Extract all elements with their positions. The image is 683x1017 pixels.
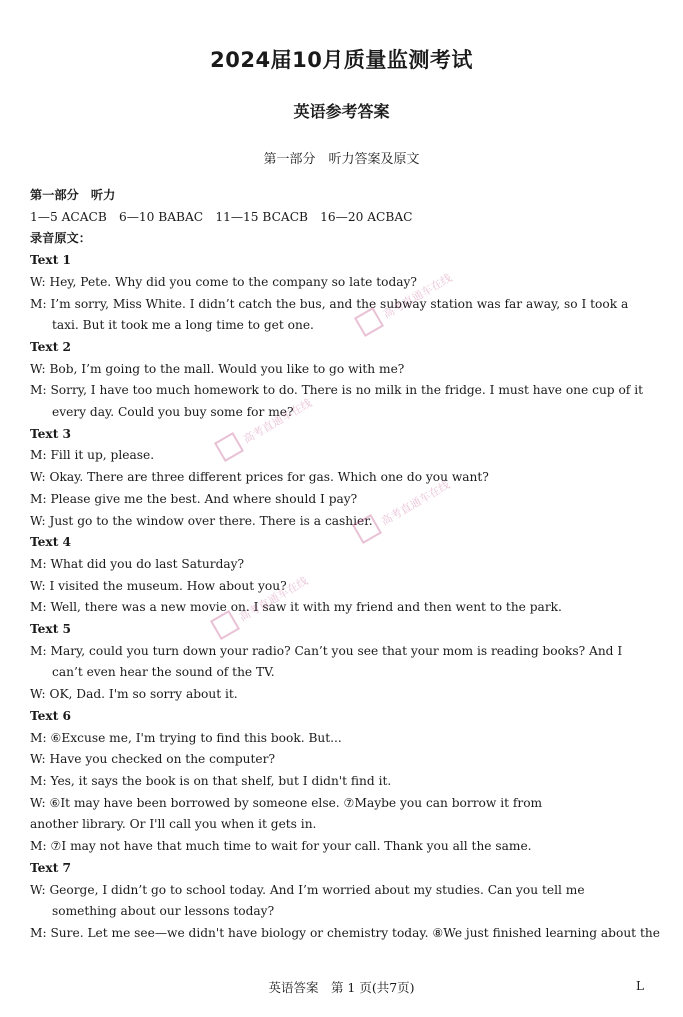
page-footer: 英语答案 第 1 页(共7页)	[268, 980, 415, 995]
dialogue-line: M: Sure. Let me see—we didn't have biology or chemistry today. ⑧We just finished learning about the	[30, 925, 660, 940]
watermark-text: 高考直通车在线	[381, 271, 455, 322]
dialogue-line: M: What did you do last Saturday?	[30, 556, 245, 571]
watermark-logo	[358, 271, 478, 335]
dialogue-line: M: Mary, could you turn down your radio? Can’t you see that your mom is reading books? And I can’t even hear the sound of the TV.	[30, 643, 623, 680]
text-label: Text 1	[30, 253, 72, 268]
dialogue-line: M: ⑥Excuse me, I'm trying to find this book. But...	[30, 730, 342, 745]
dialogue-line: W: Hey, Pete. Why did you come to the company so late today?	[30, 274, 417, 289]
transcript-label: 录音原文：	[30, 231, 91, 246]
dialogue-line: W: OK, Dad. I'm so sorry about it.	[30, 687, 238, 702]
page-title: 2024届10月质量监测考试	[210, 48, 473, 72]
dialogue-line: M: Well, there was a new movie on. I saw it with my friend and then went to the park.	[30, 600, 562, 615]
text-label: Text 5	[30, 622, 72, 637]
watermark-icon	[354, 307, 384, 337]
dialogue-line: W: Bob, I’m going to the mall. Would you like to go with me?	[30, 361, 405, 376]
page-subtitle: 英语参考答案	[293, 102, 390, 121]
dialogue-line: M: Sorry, I have too much homework to do. There is no milk in the fridge. I must have one cup of it every day. Could you buy some for me?	[30, 383, 643, 420]
watermark-logo	[356, 478, 476, 542]
watermark-text: 高考直通车在线	[379, 478, 453, 529]
watermark-logo	[218, 396, 338, 460]
text-label: Text 7	[30, 860, 72, 875]
document-body	[30, 185, 660, 945]
dialogue-line: W: ⑥It may have been borrowed by someone else. ⑦Maybe you can borrow it from	[30, 795, 543, 810]
dialogue-line: M: I’m sorry, Miss White. I didn’t catch the bus, and the subway station was far away, so I took a taxi. But it took me a long time to get one.	[30, 296, 629, 333]
dialogue-line: W: Have you checked on the computer?	[30, 752, 275, 767]
dialogue-line: another library. Or I'll call you when it gets in.	[30, 817, 317, 832]
watermark-icon	[352, 514, 382, 544]
part-heading: 第一部分 听力	[30, 188, 116, 202]
dialogue-line: W: George, I didn’t go to school today. And I’m worried about my studies. Can you tell me something about our lessons today?	[30, 882, 585, 919]
dialogue-line: M: Please give me the best. And where should I pay?	[30, 491, 358, 506]
dialogue-line: M: Yes, it says the book is on that shelf, but I didn't find it.	[30, 773, 392, 788]
section-heading: 第一部分 听力答案及原文	[263, 152, 420, 167]
watermark-icon	[210, 610, 240, 640]
watermark-text: 高考直通车在线	[241, 396, 315, 447]
text-label: Text 2	[30, 339, 72, 354]
dialogue-line: W: Just go to the window over there. There is a cashier.	[30, 513, 373, 528]
text-label: Text 3	[30, 426, 72, 441]
footer-mark: L	[636, 979, 644, 993]
watermark-logo	[214, 574, 334, 638]
watermark-icon	[214, 432, 244, 462]
watermark-text: 高考直通车在线	[237, 574, 311, 625]
text-label: Text 6	[30, 708, 72, 723]
text-label: Text 4	[30, 535, 72, 550]
dialogue-line: M: Fill it up, please.	[30, 448, 155, 463]
dialogue-line: W: I visited the museum. How about you?	[30, 578, 287, 593]
answer-key: 1—5 ACACB 6—10 BABAC 11—15 BCACB 16—20 ACBAC	[30, 209, 413, 224]
dialogue-line: W: Okay. There are three different prices for gas. Which one do you want?	[30, 470, 489, 485]
dialogue-line: M: ⑦I may not have that much time to wait for your call. Thank you all the same.	[30, 839, 532, 854]
